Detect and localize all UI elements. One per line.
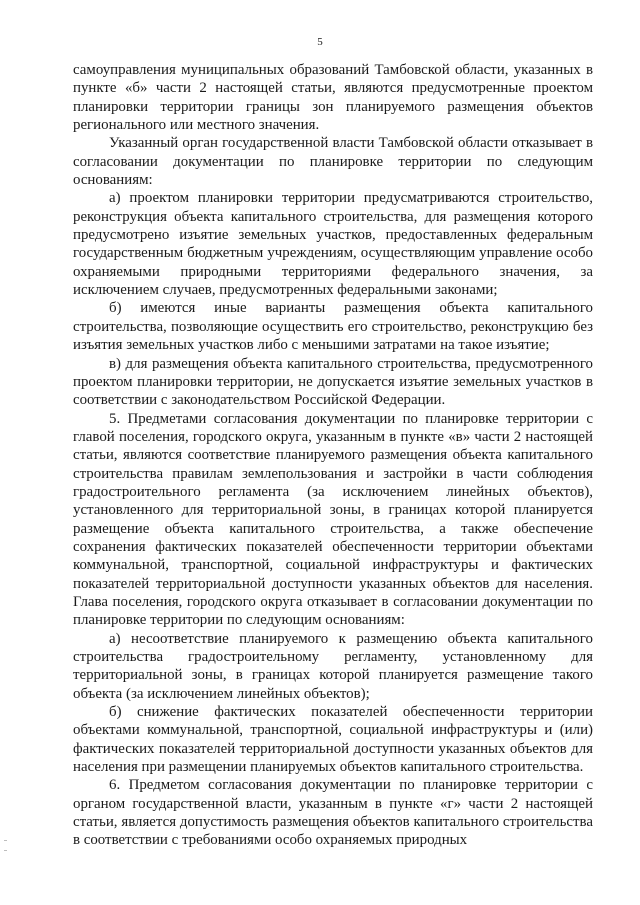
margin-mark bbox=[4, 840, 7, 841]
paragraph-2: Указанный орган государственной власти Тамбовской области отказывает в согласовании документации по планировке территории по следующим основаниям: bbox=[73, 135, 593, 189]
paragraph-9: 6. Предметом согласования документации по планировке территории с органом государственной власти, указанным в пункте «г» части 2 настоящей статьи, является допустимость размещения объектов капитального строительства в соответствии с требованиями особо охраняемых природных bbox=[73, 777, 593, 849]
margin-mark bbox=[4, 850, 7, 851]
paragraph-5: в) для размещения объекта капитального строительства, предусмотренного проектом планировки территории, не допускается изъятие земельных участков в соответствии с законодательством Российской Федерации. bbox=[73, 355, 593, 409]
document-body bbox=[73, 61, 593, 850]
paragraph-3: а) проектом планировки территории предусматриваются строительство, реконструкция объекта капитального строительства, для размещения которого предусмотрено изъятие земельных участков, предоставленных федеральным государственным бюджетным учреждениям, осуществляющим управление особо охраняемыми природными территориями федерального значения, за исключением случаев, предусмотренных федеральными законами; bbox=[73, 190, 593, 299]
page-number: 5 bbox=[317, 36, 323, 48]
paragraph-4: б) имеются иные варианты размещения объекта капитального строительства, позволяющие осуществить его строительство, реконструкцию без изъятия земельных участков либо с меньшими затратами на такое изъятие; bbox=[73, 300, 593, 354]
paragraph-1: самоуправления муниципальных образований Тамбовской области, указанных в пункте «б» части 2 настоящей статьи, являются предусмотренные проектом планировки территории границы зон планируемого размещения объектов регионального или местного значения. bbox=[73, 62, 593, 134]
paragraph-8: б) снижение фактических показателей обеспеченности территории объектами коммунальной, транспортной, социальной инфраструктуры и (или) фактических показателей территориальной доступности указанных объектов для населения при размещении планируемых объектов капитального строительства. bbox=[73, 704, 593, 776]
paragraph-7: а) несоответствие планируемого к размещению объекта капитального строительства градостроительному регламенту, установленному для территориальной зоны, в границах которой планируется размещение такого объекта (за исключением линейных объектов); bbox=[73, 630, 593, 702]
paragraph-6: 5. Предметами согласования документации по планировке территории с главой поселения, городского округа, указанным в пункте «в» части 2 настоящей статьи, являются соответствие планируемого размещения объекта капитального строительства правилам землепользования и застройки в части соблюдения градостроительного регламента (за исключением линейных объектов), установленного для территориальной зоны, в границах которой планируется размещение объекта капитального строительства, а также обеспечение сохранения фактических показателей обеспеченности территории объектами коммунальной, транспортной, социальной инфраструктуры и фактических показателей территориальной доступности указанных объектов для населения. Глава поселения, городского округа отказывает в согласовании документации по планировке территории по следующим основаниям: bbox=[73, 410, 593, 629]
